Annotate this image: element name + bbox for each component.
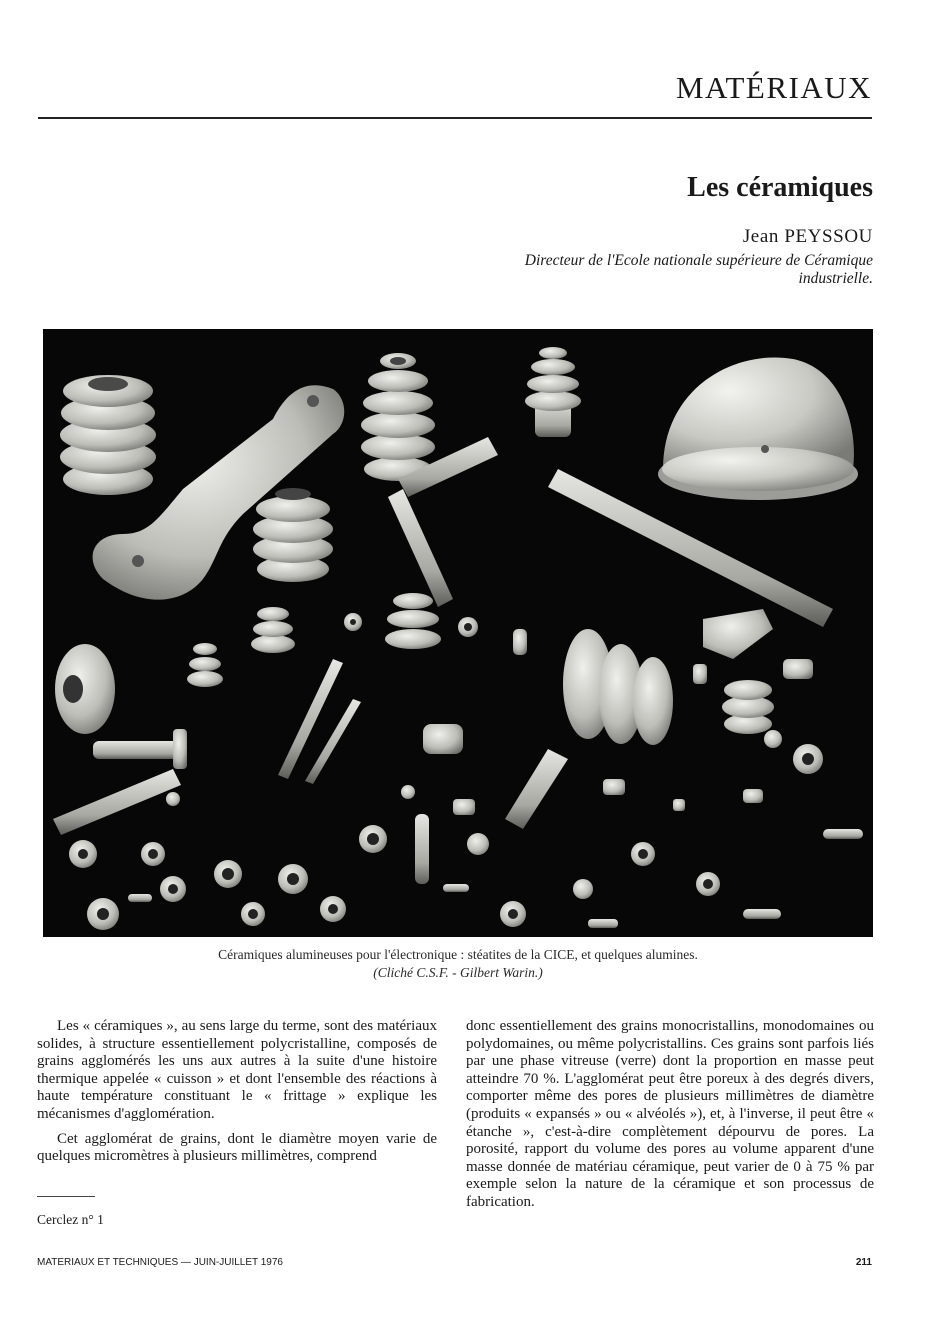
author-affiliation: Directeur de l'Ecole nationale supérieure de Céramique industrielle. (524, 252, 873, 287)
ribbed-insulator-large (60, 375, 156, 495)
page-number: 211 (855, 1257, 872, 1268)
footnote-rule (37, 1196, 95, 1197)
body-column-left (37, 1018, 437, 1166)
footnote: Cerclez n° 1 (37, 1212, 104, 1227)
footer-journal: MATERIAUX ET TECHNIQUES — JUIN-JUILLET 1976 (37, 1257, 283, 1268)
ribbed-insulator-right (722, 680, 774, 734)
threaded-cylinder (55, 644, 115, 734)
article-title: Les céramiques (687, 172, 873, 203)
ceramics-photo (43, 329, 873, 937)
photo-credit: (Cliché C.S.F. - Gilbert Warin.) (373, 965, 543, 980)
small-insulator-b (385, 593, 441, 649)
caption-text: Céramiques alumineuses pour l'électronique : stéatites de la CICE, et quelques alumines. (218, 947, 698, 962)
body-column-right (466, 1018, 874, 1212)
paragraph: Cet agglomérat de grains, dont le diamètre moyen varie de quelques micromètres à plusieurs millimètres, comprend (37, 1130, 437, 1165)
small-insulator-a (251, 607, 295, 653)
header-rule (38, 117, 872, 119)
paragraph: Les « céramiques », au sens large du terme, sont des matériaux solides, à structure essentiellement polycristalline, composés de grains agglomérés les uns aux autres à la suite d'une histoire thermique appelée « cuisson » et dont l'ensemble des réactions à haute température constituant le « frittage » explique les mécanismes d'agglomération. (37, 1018, 437, 1122)
section-heading: MATÉRIAUX (675, 70, 872, 105)
paragraph: donc essentiellement des grains monocristallins, monodomaines ou polydomaines, ou même polycristallins. Ces grains sont parfois liés par une phase vitreuse (verre) dont la proportion en masse peut atteindre 70 %. L'agglomérat peut être poreux à des degrés divers, comporter même des pores de plusieurs millimètres de diamètre (produits « expansés » ou « alvéolés »), et, à l'inverse, il peut être « étanche », c'est-à-dire complètement dépourvu de pores. La porosité, rapport du volume des pores au volume apparent d'une masse donnée de matériau céramique, peut varier de 0 à 75 % par exemple selon la nature de la céramique et son processus de fabrication. (466, 1018, 874, 1210)
author-name: Jean PEYSSOU (742, 226, 873, 247)
figure-caption (43, 946, 873, 982)
ribbed-insulator-centre (253, 488, 333, 582)
